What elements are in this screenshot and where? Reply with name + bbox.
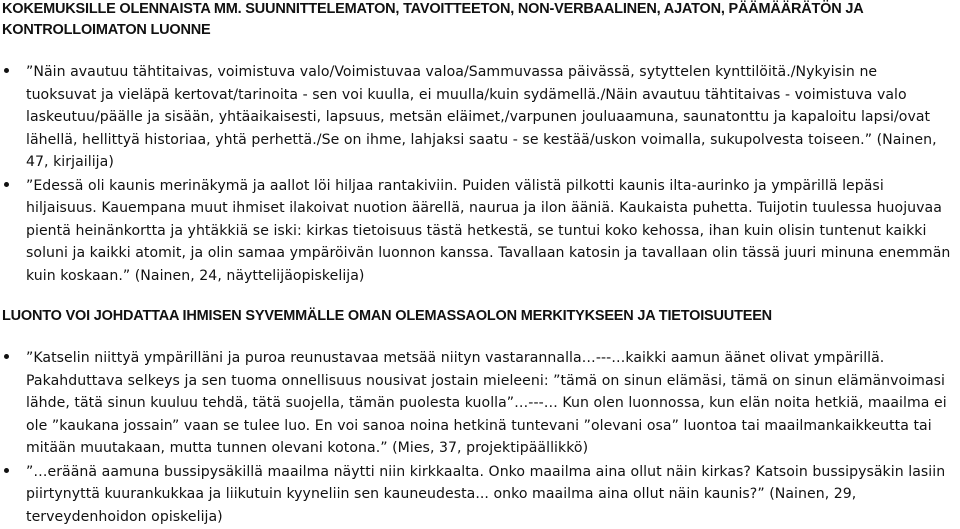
list-item <box>0 461 952 529</box>
quote-text: ”…eräänä aamuna bussipysäkillä maailma näytti niin kirkkaalta. Onko maailma aina ollut näin kirkas? Katsoin bussipysäkin lasiin piirtynyttä kuurankukkaa ja liikutuin kyyneliin sen kauneudesta... onko maailma aina ollut näin kaunis?” (Nainen, 29, terveydenhoidon opiskelija) <box>26 463 946 525</box>
section-heading-1: KOKEMUKSILLE OLENNAISTA MM. SUUNNITTELEMATON, TAVOITTEETON, NON-VERBAALINEN, AJATON, PÄÄMÄÄRÄTÖN JA KONTROLLOIMATON LUONNE <box>2 1 863 38</box>
bullet-icon <box>4 68 9 73</box>
bullet-icon <box>4 468 9 473</box>
quote-list-1 <box>0 61 952 288</box>
section-heading-2: LUONTO VOI JOHDATTAA IHMISEN SYVEMMÄLLE OMAN OLEMASSAOLON MERKITYKSEEN JA TIETOISUUTEEN <box>2 308 772 324</box>
quote-text: ”Katselin niittyä ympärilläni ja puroa reunustavaa metsää niityn vastarannalla…---…kaikki aamun äänet olivat ympärillä. Pakahduttava selkeys ja sen tuoma onnellisuus nousivat jostain mieleeni: ”tämä on sinun elämäsi, tämä on sinun elämänvoimasi lähde, tätä sinun kuuluu tehdä, tätä suojella, tämän puolesta kuolla”…---… Kun olen luonnossa, kun elän noita hetkiä, maailma ei ole ”kaukana jossain” vaan se tulee luo. En voi sanoa noina hetkinä tuntevani ”olevani osa” luontoa tai maailmankaikkeutta tai mitään muutakaan, mutta tunnen olevani kotona.” (Mies, 37, projektipäällikkö) <box>26 350 947 456</box>
bullet-icon <box>4 182 9 187</box>
bullet-icon <box>4 354 9 359</box>
quote-list-2 <box>0 347 952 529</box>
quote-text: ”Edessä oli kaunis merinäkymä ja aallot löi hiljaa rantakiviin. Puiden välistä pilkotti kaunis ilta-aurinko ja ympärillä lepäsi hiljaisuus. Kauempana muut ihmiset ilakoivat nuotion äärellä, naurua ja ilon ääniä. Kaukaista puhetta. Tuijotin tuulessa huojuvaa pientä heinänkortta ja yhtäkkiä se iski: kirkas tietoisuus tästä hetkestä, se tuntui koko kehossa, ihan kuin olisin tuntenut kaikki soluni ja kaikki atomit, ja olin samaa ympäröivän luonnon kanssa. Tavallaan katosin ja tavallaan olin tässä juuri minuna enemmän kuin koskaan.” (Nainen, 24, näyttelijäopiskelija) <box>26 177 951 284</box>
list-item <box>0 61 952 174</box>
list-item <box>0 347 952 460</box>
quote-text: ”Näin avautuu tähtitaivas, voimistuva valo/Voimistuvaa valoa/Sammuvassa päivässä, sytyttelen kynttilöitä./Nykyisin ne tuoksuvat ja vieläpä kertovat/tarinoita - sen voi kuulla, ei muulla/kuin sydämellä./Näin avautuu tähtitaivas - voimistuva valo laskeutuu/päälle ja sisään, yhtäaikaisesti, lapsuus, metsän eläimet,/varpunen jouluaamuna, saunatonttu ja kapaloitu lapsi/ovat lähellä, hellittyä historiaa, yhtä perhettä./Se on ihme, lahjaksi saatu - se kestää/uskon voimalla, sukupolvesta toiseen.” (Nainen, 47, kirjailija) <box>26 64 937 170</box>
list-item <box>0 175 952 288</box>
